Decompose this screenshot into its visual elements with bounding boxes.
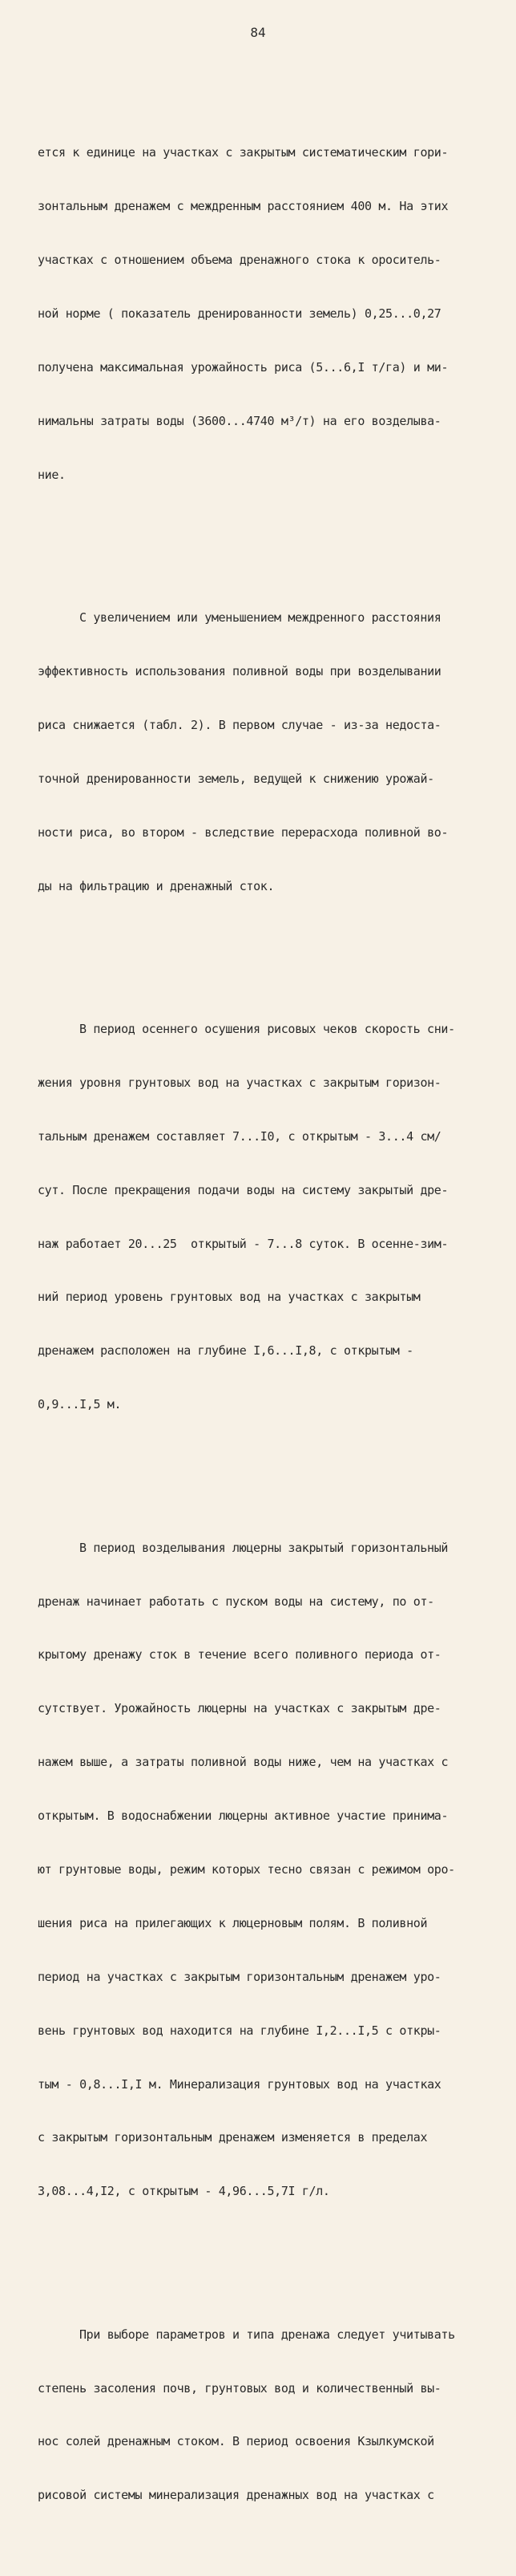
text-line: участках с отношением объема дренажного стока к ороситель- <box>38 253 441 268</box>
text-line: В период осеннего осушения рисовых чеков скорость сни- <box>79 1022 455 1037</box>
text-line: ется к единице на участках с закрытым систематическим гори- <box>38 145 449 160</box>
text-line: ности риса, во втором - вследствие перерасхода поливной во- <box>38 824 449 840</box>
text-line: сутствует. Урожайность люцерны на участках с закрытым дре- <box>38 1701 441 1716</box>
text-line: период на участках с закрытым горизонтальным дренажем уро- <box>38 1969 441 1984</box>
text-line: нажем выше, а затраты поливной воды ниже, чем на участках с <box>38 1755 449 1770</box>
paragraph <box>38 2290 486 2540</box>
paragraph <box>38 108 486 520</box>
text-line: крытому дренажу сток в течение всего поливного периода от- <box>38 1647 441 1663</box>
text-line: ды на фильтрацию и дренажный сток. <box>38 878 275 893</box>
text-line: дренажем расположен на глубине I,6...I,8, с открытым - <box>38 1343 413 1359</box>
text-line: эффективность использования поливной воды при возделывании <box>38 664 441 679</box>
text-line: сут. После прекращения подачи воды на систему закрытый дре- <box>38 1182 449 1197</box>
text-line: тальным дренажем составляет 7...I0, с открытым - 3...4 см/ <box>38 1128 441 1144</box>
text-line: риса снижается (табл. 2). В первом случае - из-за недоста- <box>38 717 441 732</box>
text-line: При выборе параметров и типа дренажа следует учитывать <box>79 2327 455 2342</box>
text-line: вень грунтовых вод находится на глубине I,2...I,5 с откры- <box>38 2023 441 2038</box>
body-text <box>38 55 486 2576</box>
text-line: 0,9...I,5 м. <box>38 1397 122 1412</box>
text-line: рисовой системы минерализация дренажных вод на участках с <box>38 2488 434 2503</box>
text-line: получена максимальная урожайность риса (5...6,I т/га) и ми- <box>38 360 449 375</box>
text-line: нос солей дренажным стоком. В период освоения Кзылкумской <box>38 2434 434 2449</box>
text-line: точной дренированности земель, ведущей к снижению урожай- <box>38 771 434 786</box>
text-line: наж работает 20...25 открытый - 7...8 суток. В осенне-зим- <box>38 1236 449 1251</box>
text-line: С увеличением или уменьшением междренного расстояния <box>79 610 441 626</box>
paragraph <box>38 1503 486 2236</box>
text-line: с закрытым горизонтальным дренажем изменяется в пределах <box>38 2130 428 2145</box>
text-line: ной норме ( показатель дренированности земель) 0,25...0,27 <box>38 306 441 322</box>
text-line: В период возделывания люцерны закрытый горизонтальный <box>79 1540 449 1555</box>
text-line: открытым. В водоснабжении люцерны активное участие принима- <box>38 1808 449 1824</box>
paragraph <box>38 984 486 1449</box>
text-line: ние. <box>38 467 66 482</box>
text-line: зонтальным дренажем с междренным расстоянием 400 м. На этих <box>38 199 449 214</box>
text-line: степень засоления почв, грунтовых вод и количественный вы- <box>38 2380 441 2396</box>
text-line: дренаж начинает работать с пуском воды на систему, по от- <box>38 1594 434 1609</box>
page-number: 84 <box>250 25 266 40</box>
text-line: нимальны затраты воды (3600...4740 м³/т) на его возделыва- <box>38 413 441 428</box>
text-line: ют грунтовые воды, режим которых тесно связан с режимом оро- <box>38 1861 455 1877</box>
text-line: тым - 0,8...I,I м. Минерализация грунтовых вод на участках <box>38 2076 441 2092</box>
text-line: шения риса на прилегающих к люцерновым полям. В поливной <box>38 1915 428 1930</box>
text-line: жения уровня грунтовых вод на участках с закрытым горизон- <box>38 1075 441 1090</box>
paragraph <box>38 573 486 931</box>
text-line: 3,08...4,I2, с открытым - 4,96...5,7I г/л. <box>38 2184 330 2199</box>
text-line: ний период уровень грунтовых вод на участках с закрытым <box>38 1290 421 1305</box>
